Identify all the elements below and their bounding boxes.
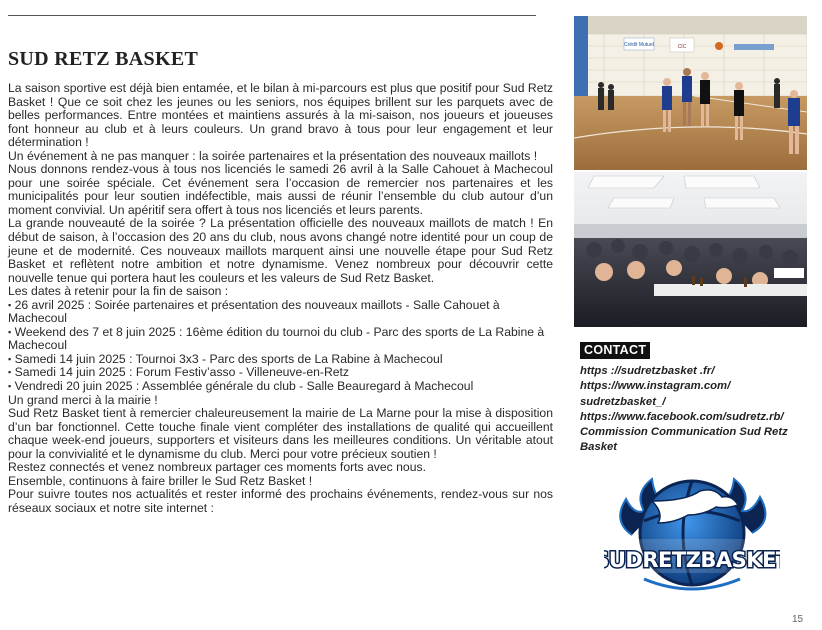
contact-credit-continued: Basket bbox=[580, 441, 618, 454]
club-logo bbox=[604, 471, 780, 607]
contact-info bbox=[580, 364, 820, 456]
instagram-link[interactable]: https://www.instagram.com/ bbox=[580, 380, 731, 393]
logo-text: SUDRETZBASKET bbox=[604, 548, 780, 572]
paragraph-stay-connected: Restez connectés et venez nombreux partager ces moments forts avec nous. bbox=[8, 460, 426, 475]
top-divider bbox=[8, 15, 536, 16]
contact-credit: Commission Communication Sud Retz bbox=[580, 426, 788, 439]
list-item: ▪ 26 avril 2025 : Soirée partenaires et présentation des nouveaux maillots - Salle Cahouet à Machecoul bbox=[8, 297, 500, 326]
paragraph-thanks-body: Sud Retz Basket tient à remercier chaleureusement la mairie de La Marne pour la mise à disposition d’un bar fonctionnel. Cette touche finale vient compléter des installations de qualité qui accueillent chaque week-end joueurs, supporters et visiteurs dans les meilleures conditions. Un véritable atout pour la convivialité et le dynamisme du club. Merci pour votre précieux soutien ! bbox=[8, 406, 553, 461]
bullet-icon: ▪ bbox=[8, 367, 12, 378]
list-item: ▪ Weekend des 7 et 8 juin 2025 : 16ème édition du tournoi du club - Parc des sports de La Rabine à Machecoul bbox=[8, 324, 545, 353]
bullet-icon: ▪ bbox=[8, 353, 12, 364]
page-number: 15 bbox=[792, 614, 804, 625]
bullet-icon: ▪ bbox=[8, 326, 12, 337]
article-title: SUD RETZ BASKET bbox=[8, 48, 199, 70]
gym-sign-text: Crédit Mutuel bbox=[624, 42, 654, 48]
reception-crowd-photo bbox=[574, 172, 807, 327]
paragraph-thanks-heading: Un grand merci à la mairie ! bbox=[8, 392, 158, 407]
paragraph-new-jerseys: La grande nouveauté de la soirée ? La présentation officielle des nouveaux maillots de match ! En début de saison, à l’occasion des 20 ans du club, nous avons changé notre identité pour un coup de jeune et de modernité. Ces nouveaux maillots marquent ainsi une nouvelle étape pour Sud Retz Basket et reflètent notre ambition et notre dynamisme. Venez nombreux pour découvrir cette nouvelle tenue qui portera haut les couleurs et les valeurs de Sud Retz Basket. bbox=[8, 216, 553, 285]
list-item: ▪ Samedi 14 juin 2025 : Tournoi 3x3 - Parc des sports de La Rabine à Machecoul bbox=[8, 351, 443, 366]
bullet-icon: ▪ bbox=[8, 299, 12, 310]
basketball-game-photo bbox=[574, 16, 807, 170]
paragraph-event-heading: Un événement à ne pas manquer : la soirée partenaires et la présentation des nouveaux maillots ! bbox=[8, 148, 538, 163]
paragraph-follow-us: Pour suivre toutes nos actualités et rester informé des prochains événements, rendez-vous sur nos réseaux sociaux et notre site internet : bbox=[8, 487, 553, 515]
gym-sign-text-2: CIC bbox=[677, 44, 687, 50]
list-item: ▪ Samedi 14 juin 2025 : Forum Festiv’asso - Villeneuve-en-Retz bbox=[8, 365, 350, 380]
bullet-icon: ▪ bbox=[8, 381, 12, 392]
paragraph-intro: La saison sportive est déjà bien entamée, et le bilan à mi-parcours est plus que positif pour Sud Retz Basket ! Que ce soit chez les jeunes ou les seniors, nos équipes brillent sur les parquets avec de belles performances. Entre montées et maintiens assurés à la mi-saison, nos joueurs et joueuses font honneur au club et à leurs couleurs. Un grand bravo à tous pour leur engagement et leur détermination ! bbox=[8, 81, 553, 150]
paragraph-dates-heading: Les dates à retenir pour la fin de saison : bbox=[8, 284, 229, 299]
contact-heading: CONTACT bbox=[580, 342, 650, 359]
website-link[interactable]: https ://sudretzbasket .fr/ bbox=[580, 365, 715, 377]
list-item: ▪ Vendredi 20 juin 2025 : Assemblée générale du club - Salle Beauregard à Machecoul bbox=[8, 379, 474, 394]
paragraph-event-invite: Nous donnons rendez-vous à tous nos licenciés le samedi 26 avril à la Salle Cahouet à Machecoul pour une soirée spéciale. Cet événement sera l’occasion de remercier nos partenaires et les municipalités pour leur soutien indéfectible, mais aussi de réunir l’ensemble du club autour d’un moment convivial. Un apéritif sera offert à tous nos licenciés et leurs parents. bbox=[8, 162, 553, 217]
article-body bbox=[8, 82, 553, 516]
facebook-link[interactable]: https://www.facebook.com/sudretz.rb/ bbox=[580, 410, 784, 423]
dates-list bbox=[8, 299, 553, 394]
instagram-link-continued[interactable]: sudretzbasket_/ bbox=[580, 395, 666, 408]
paragraph-together: Ensemble, continuons à faire briller le Sud Retz Basket ! bbox=[8, 473, 313, 488]
